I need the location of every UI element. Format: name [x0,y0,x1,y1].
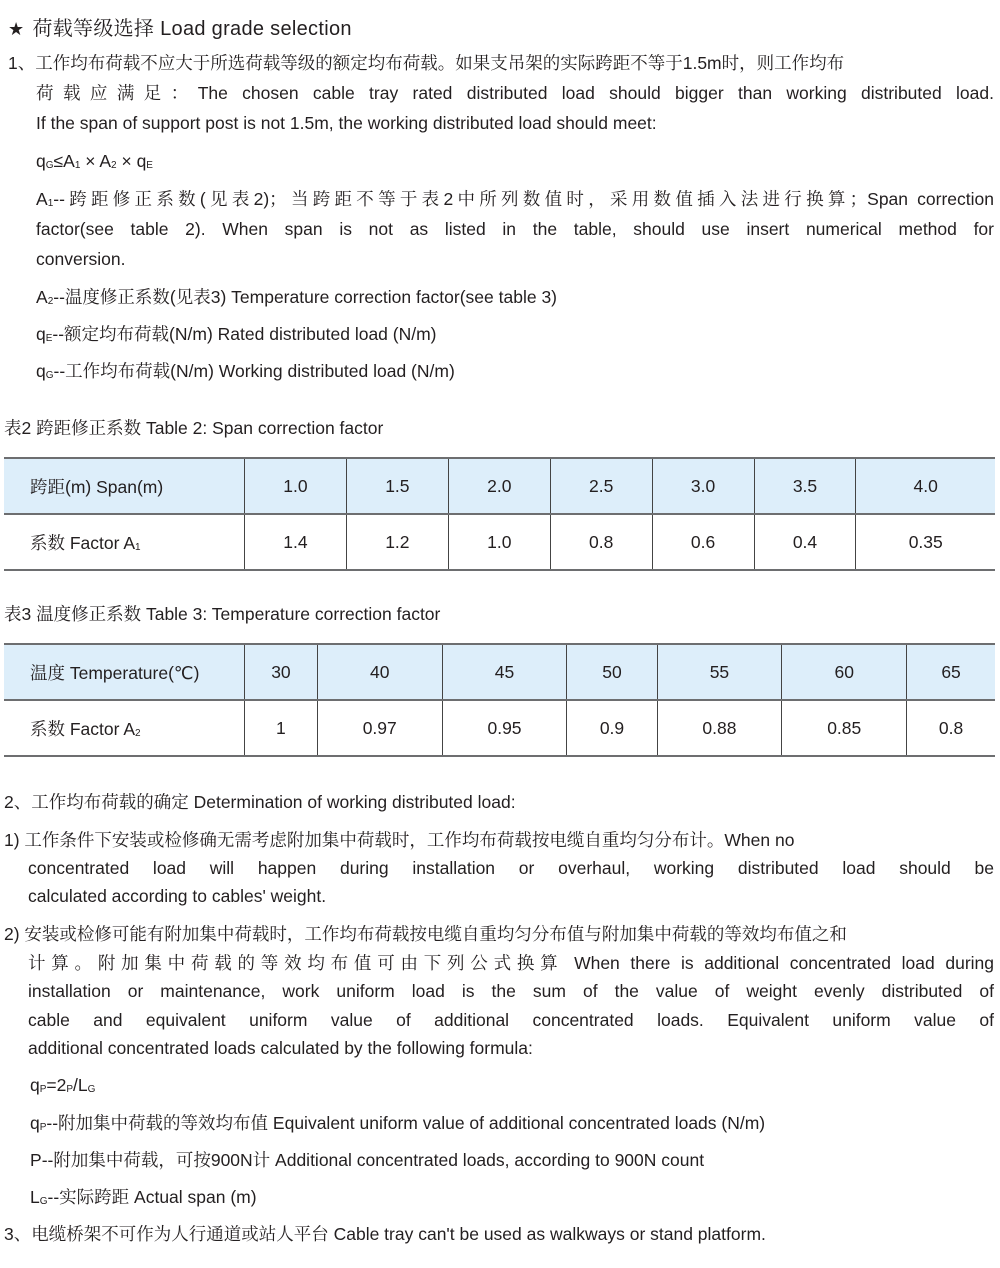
table-cell: 2.5 [550,458,652,514]
a1-definition-line2: factor(see table 2). When span is not as listed in the table, should use insert numerical method for [36,219,994,239]
table2-caption: 表2 跨距修正系数 Table 2: Span correction factor [4,418,384,438]
table-cell: 1.4 [245,514,347,570]
span-correction-table [4,457,995,571]
section1-line3: If the span of support post is not 1.5m, the working distributed load should meet: [36,113,657,133]
table-header-label: 跨距(m) Span(m) [4,458,245,514]
table-header-label: 温度 Temperature(℃) [4,644,245,700]
lg-definition: LG--实际跨距 Actual span (m) [30,1187,257,1207]
table-cell: 0.85 [782,700,907,756]
table-cell: 0.4 [754,514,856,570]
formula-qg: qG≤A1 × A2 × qE [36,151,153,171]
item1-line1: 1) 工作条件下安装或检修确无需考虑附加集中荷载时，工作均布荷载按电缆自重均匀分布计。When no [4,830,795,850]
item2-line1: 2) 安装或检修可能有附加集中荷载时，工作均布荷载按电缆自重均匀分布值与附加集中荷载的等效均布值之和 [4,924,847,944]
table-cell: 1 [245,700,318,756]
table-row-label: 系数 Factor A2 [30,718,141,739]
qe-definition: qE--额定均布荷载(N/m) Rated distributed load (N/m) [36,324,437,344]
table-header-row [4,458,995,514]
table-row [4,514,995,570]
table-cell: 0.6 [652,514,754,570]
temperature-correction-table [4,643,995,757]
table-cell: 1.2 [346,514,448,570]
table-cell: 45 [442,644,567,700]
item2-line5: additional concentrated loads calculated by the following formula: [28,1038,533,1058]
section2-title: 2、工作均布荷载的确定 Determination of working distributed load: [4,792,516,812]
p-definition: P--附加集中荷载，可按900N计 Additional concentrated loads, according to 900N count [30,1150,705,1170]
table-cell: 2.0 [448,458,550,514]
table-cell: 1.0 [245,458,347,514]
table-cell: 0.35 [856,514,995,570]
item2-line3: installation or maintenance, work uniform load is the sum of the value of weight evenly distributed of [28,981,994,1001]
table3-caption: 表3 温度修正系数 Table 3: Temperature correction factor [4,604,441,624]
section1-line2: 荷载应满足：The chosen cable tray rated distributed load should bigger than working distributed load. [36,83,994,103]
item2-line2: 计算。附加集中荷载的等效均布值可由下列公式换算 When there is additional concentrated load during [28,953,994,973]
table-cell: 60 [782,644,907,700]
table-cell: 65 [907,644,995,700]
table-cell: 1.0 [448,514,550,570]
item2-line4: cable and equivalent uniform value of additional concentrated loads. Equivalent uniform value of [28,1010,994,1030]
star-icon: ★ [8,19,25,39]
table-cell: 0.95 [442,700,567,756]
table-cell: 40 [317,644,442,700]
table-cell: 0.8 [550,514,652,570]
table-cell: 0.9 [567,700,657,756]
table-cell: 4.0 [856,458,995,514]
table-row-label: 系数 Factor A1 [30,532,141,553]
table-cell: 3.5 [754,458,856,514]
section-heading [8,12,352,41]
formula-qp: qP=2P/LG [30,1075,96,1095]
heading-text: 荷载等级选择 Load grade selection [32,18,352,40]
table-row [4,700,995,756]
table-cell: 0.88 [657,700,782,756]
table-cell: 1.5 [346,458,448,514]
table-header-row [4,644,995,700]
table-cell: 0.97 [317,700,442,756]
a1-definition-line1: A1--跨距修正系数(见表2)；当跨距不等于表2中所列数值时，采用数值插入法进行换算；Span correction [36,189,994,209]
table-cell: 3.0 [652,458,754,514]
item1-line3: calculated according to cables' weight. [28,886,327,906]
section1-line1: 1、工作均布荷载不应大于所选荷载等级的额定均布荷载。如果支吊架的实际跨距不等于1.5m时，则工作均布 [8,53,845,73]
section3-text: 3、电缆桥架不可作为人行通道或站人平台 Cable tray can't be used as walkways or stand platform. [4,1224,766,1244]
qp-definition: qP--附加集中荷载的等效均布值 Equivalent uniform value of additional concentrated loads (N/m) [30,1113,766,1133]
table-cell: 0.8 [907,700,995,756]
table-cell: 30 [245,644,318,700]
item1-line2: concentrated load will happen during installation or overhaul, working distributed load should be [28,858,994,878]
a2-definition: A2--温度修正系数(见表3) Temperature correction factor(see table 3) [36,287,557,307]
table-cell: 55 [657,644,782,700]
a1-definition-line3: conversion. [36,249,126,269]
table-cell: 50 [567,644,657,700]
qg-definition: qG--工作均布荷载(N/m) Working distributed load (N/m) [36,361,455,381]
